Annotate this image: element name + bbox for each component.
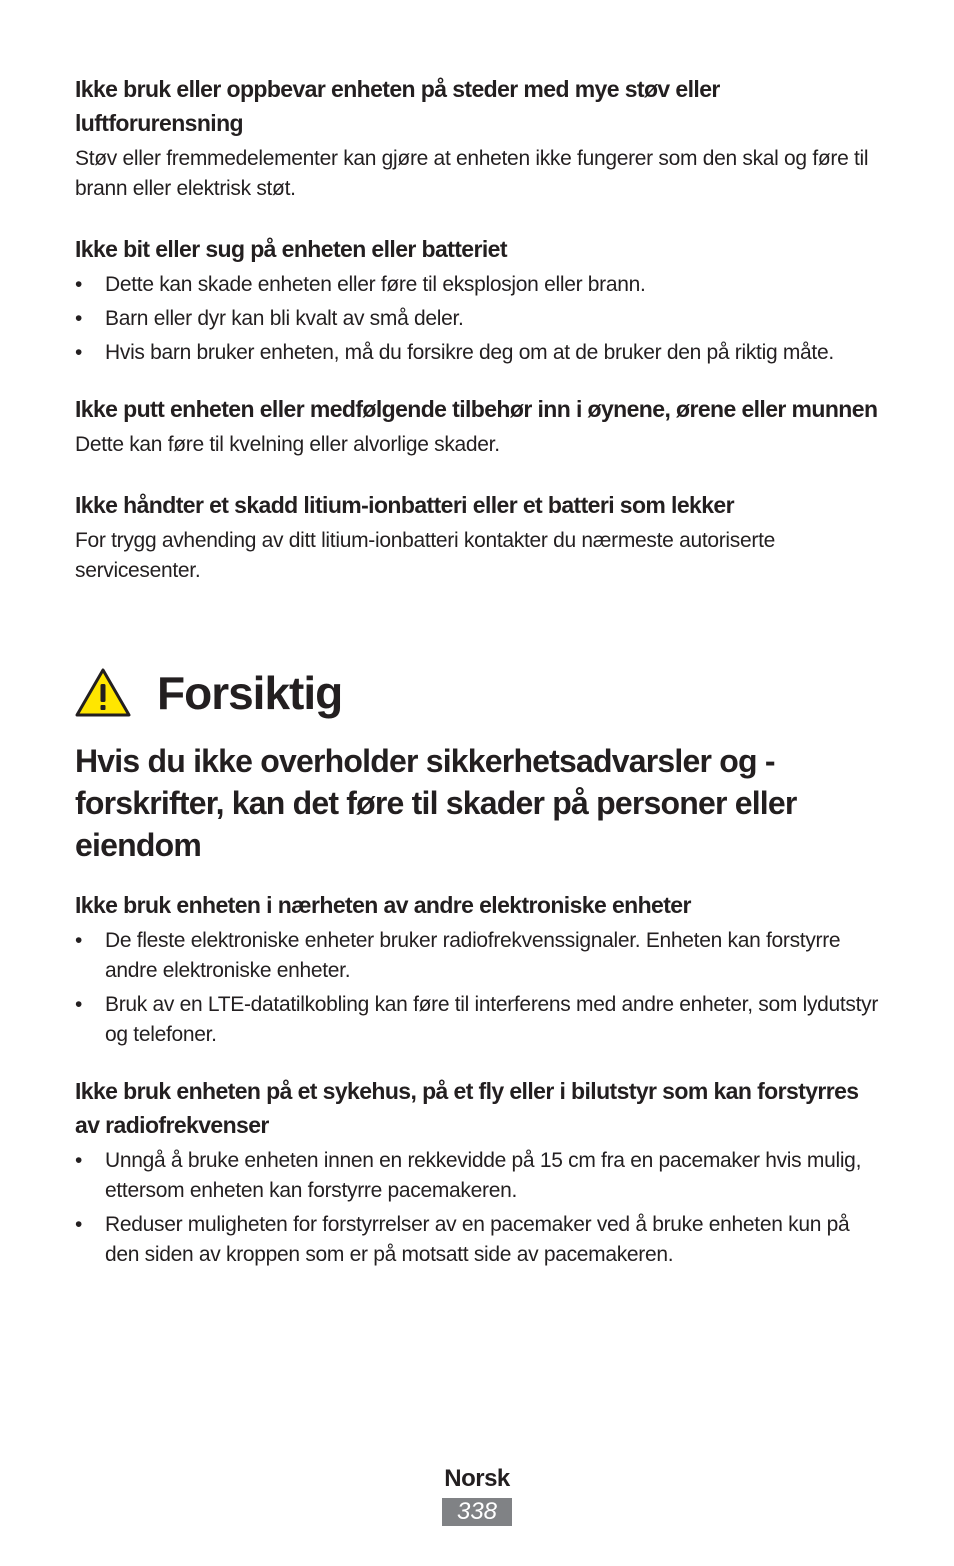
list-item: • De fleste elektroniske enheter bruker radiofrekvenssignaler. Enheten kan forstyrre andre elektroniske enheter. bbox=[75, 926, 885, 986]
section-title: Ikke bit eller sug på enheten eller batteriet bbox=[75, 236, 507, 262]
bullet-icon: • bbox=[75, 341, 83, 364]
section-title: Ikke bruk eller oppbevar enheten på steder med mye støv eller luftforurensning bbox=[75, 76, 720, 136]
caution-heading bbox=[75, 658, 885, 728]
page-content bbox=[75, 72, 885, 1274]
list-item: • Bruk av en LTE-datatilkobling kan føre til interferens med andre enheter, som lydutstyr og telefoner. bbox=[75, 990, 885, 1050]
bullet-list bbox=[75, 1146, 885, 1270]
section-text: For trygg avhending av ditt litium-ionbatteri kontakter du nærmeste autoriserte servicesenter. bbox=[75, 529, 775, 582]
footer-language: Norsk bbox=[444, 1465, 510, 1492]
section-eyes-ears bbox=[75, 392, 885, 460]
section-text: Dette kan føre til kvelning eller alvorlige skader. bbox=[75, 433, 500, 456]
section-hospital bbox=[75, 1074, 885, 1270]
bullet-list bbox=[75, 270, 885, 368]
bullet-icon: • bbox=[75, 993, 83, 1016]
caution-subtitle: Hvis du ikke overholder sikkerhetsadvarsler og -forskrifter, kan det føre til skader på personer eller eiendom bbox=[75, 743, 797, 863]
list-item: • Barn eller dyr kan bli kvalt av små deler. bbox=[75, 304, 885, 334]
bullet-icon: • bbox=[75, 273, 83, 296]
section-title: Ikke putt enheten eller medfølgende tilbehør inn i øynene, ørene eller munnen bbox=[75, 396, 878, 422]
list-item: • Hvis barn bruker enheten, må du forsikre deg om at de bruker den på riktig måte. bbox=[75, 338, 885, 368]
bullet-list bbox=[75, 926, 885, 1050]
bullet-icon: • bbox=[75, 1149, 83, 1172]
section-title: Ikke håndter et skadd litium-ionbatteri eller et batteri som lekker bbox=[75, 492, 734, 518]
page-number-badge: 338 bbox=[442, 1498, 512, 1526]
caution-title: Forsiktig bbox=[157, 667, 343, 719]
section-text: Støv eller fremmedelementer kan gjøre at enheten ikke fungerer som den skal og føre til brann eller elektrisk støt. bbox=[75, 147, 869, 200]
warning-triangle-icon bbox=[75, 668, 131, 718]
page-footer bbox=[0, 1462, 954, 1526]
section-battery bbox=[75, 488, 885, 586]
list-item: • Dette kan skade enheten eller føre til eksplosjon eller brann. bbox=[75, 270, 885, 300]
bullet-icon: • bbox=[75, 929, 83, 952]
section-electronics bbox=[75, 888, 885, 1050]
section-dust bbox=[75, 72, 885, 204]
bullet-icon: • bbox=[75, 1213, 83, 1236]
list-item: • Reduser muligheten for forstyrrelser av en pacemaker ved å bruke enheten kun på den siden av kroppen som er på motsatt side av pacemakeren. bbox=[75, 1210, 885, 1270]
list-item: • Unngå å bruke enheten innen en rekkevidde på 15 cm fra en pacemaker hvis mulig, ettersom enheten kan forstyrre pacemakeren. bbox=[75, 1146, 885, 1206]
section-title: Ikke bruk enheten i nærheten av andre elektroniske enheter bbox=[75, 892, 691, 918]
bullet-icon: • bbox=[75, 307, 83, 330]
section-bite bbox=[75, 232, 885, 368]
section-title: Ikke bruk enheten på et sykehus, på et fly eller i bilutstyr som kan forstyrres av radiofrekvenser bbox=[75, 1078, 859, 1138]
